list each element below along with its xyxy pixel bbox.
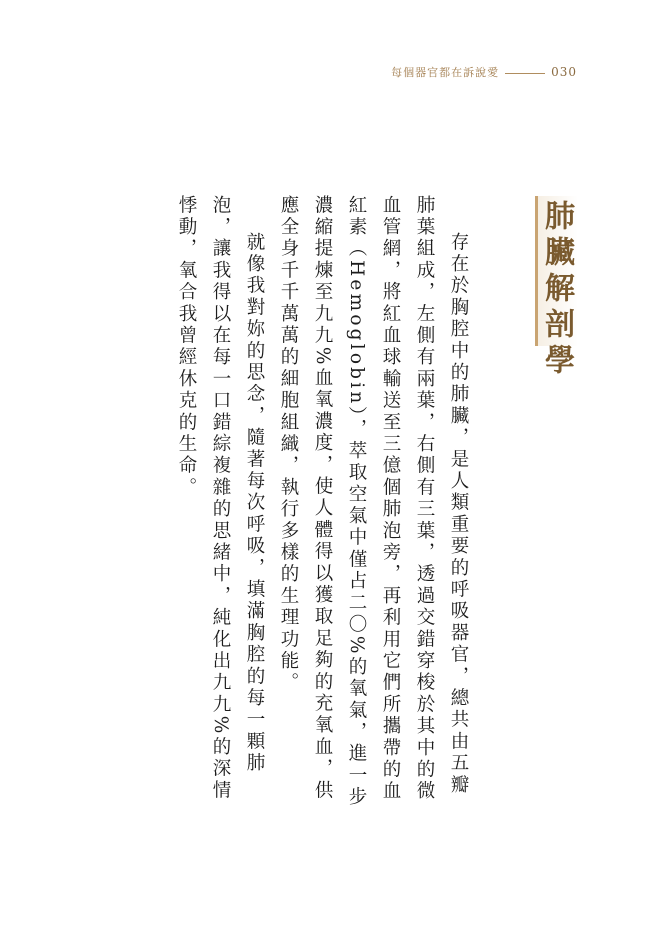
page-number: 030: [551, 65, 577, 79]
running-header: [391, 64, 577, 80]
section-title: 肺臟解剖學: [539, 200, 574, 380]
body-text: [176, 195, 475, 815]
header-rule: [505, 73, 545, 74]
paragraph-2: 就像我對妳的思念，隨著每次呼吸，填滿胸腔的每一顆肺泡，讓我得以在每一口錯綜複雜的思緒中，純化出九九%的深情悸動，氧合我曾經休克的生命。: [176, 195, 265, 802]
book-title: 每個器官都在訴說愛: [391, 66, 500, 79]
paragraph-1: 存在於胸腔中的肺臟，是人類重要的呼吸器官，總共由五瓣肺葉組成，左側有兩葉，右側有三葉，透過交錯穿梭於其中的微血管網，將紅血球輸送至三億個肺泡旁，再利用它們所攜帶的血紅素（Hemoglobin），萃取空氣中僅占二〇%的氧氣，進一步濃縮提煉至九九%血氧濃度，使人體得以獲取足夠的充氧血，供應全身千千萬萬的細胞組織，執行多樣的生理功能。: [278, 195, 469, 809]
